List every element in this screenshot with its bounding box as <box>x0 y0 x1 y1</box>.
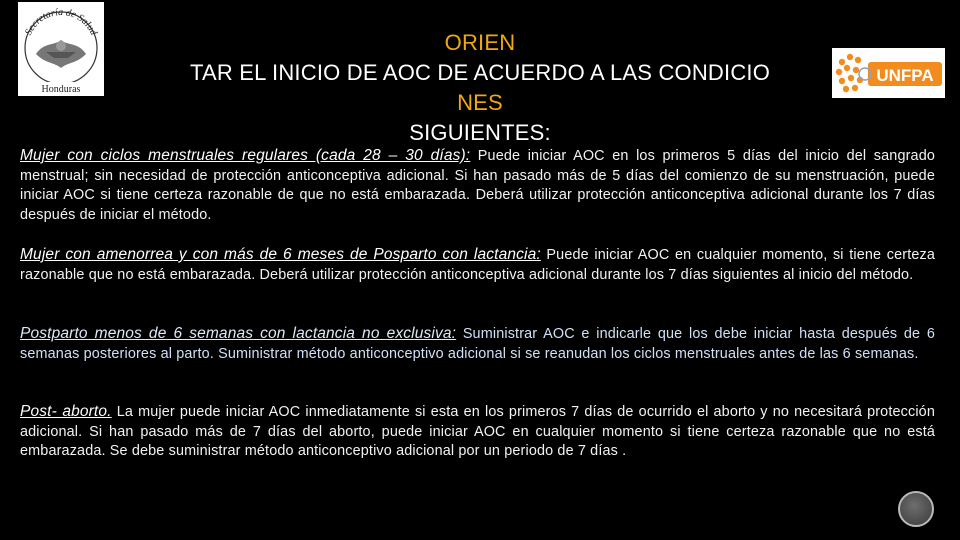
paragraph-postpartum-under-6-weeks <box>20 324 935 364</box>
paragraph-lead: Postparto menos de 6 semanas con lactancia no exclusiva: <box>20 325 457 342</box>
paragraph-lead: Mujer con ciclos menstruales regulares (cada 28 – 30 días): <box>20 147 471 164</box>
paragraph-body: Puede iniciar AOC en los primeros 5 días del inicio del sangrado menstrual; sin necesidad de protección anticonceptiva adicional. Si han pasado más de 5 días del comienzo de su menstruación, puede iniciar AOC si tiene certeza razonable de que no está embarazada. Deberá utilizar protección anticonceptiva adicional durante los 7 días después de iniciar el método. <box>20 148 935 223</box>
slide-title <box>0 28 960 148</box>
paragraph-body: La mujer puede iniciar AOC inmediatamente si esta en los primeros 7 días de ocurrido el aborto y no necesitará protección adicional. Si han pasado más de 7 días del aborto, puede iniciar AOC en cualquier momento si tiene certeza razonable que no está embarazada. Se debe suministrar método anticonceptivo adicional por un periodo de 7 días . <box>20 404 935 460</box>
unfpa-logo-text: UNFPA <box>876 66 934 85</box>
title-line-1 <box>0 28 960 118</box>
seal-text: Secretaría de Salud <box>23 6 99 38</box>
paragraph-lead: Post- aborto. <box>20 403 112 420</box>
paragraph-body: Puede iniciar AOC en cualquier momento, si tiene certeza razonable que no está embarazada. Deberá utilizar protección anticonceptiva adicional durante los 7 días siguientes al inicio del método. <box>20 247 935 283</box>
slide-nav-button-icon[interactable] <box>898 491 934 527</box>
paragraph-lead: Mujer con amenorrea y con más de 6 meses de Posparto con lactancia: <box>20 246 541 263</box>
title-line-1-start: ORIEN <box>444 30 516 55</box>
paragraph-amenorrhea-postpartum <box>20 245 935 285</box>
logo-caption: Honduras <box>41 84 81 95</box>
paragraph-body: Suministrar AOC e indicarle que los debe iniciar hasta después de 6 semanas posteriores al parto. Suministrar método anticonceptivo adicional si se reanudan los ciclos menstruales antes de las 6 semanas. <box>20 326 935 362</box>
title-line-1-middle: TAR EL INICIO DE AOC DE ACUERDO A LAS CONDICIO <box>189 60 771 85</box>
title-line-1-end: NES <box>457 90 503 115</box>
paragraph-regular-cycles <box>20 146 935 225</box>
paragraph-post-abortion <box>20 402 935 462</box>
title-line-2: SIGUIENTES: <box>409 120 551 145</box>
